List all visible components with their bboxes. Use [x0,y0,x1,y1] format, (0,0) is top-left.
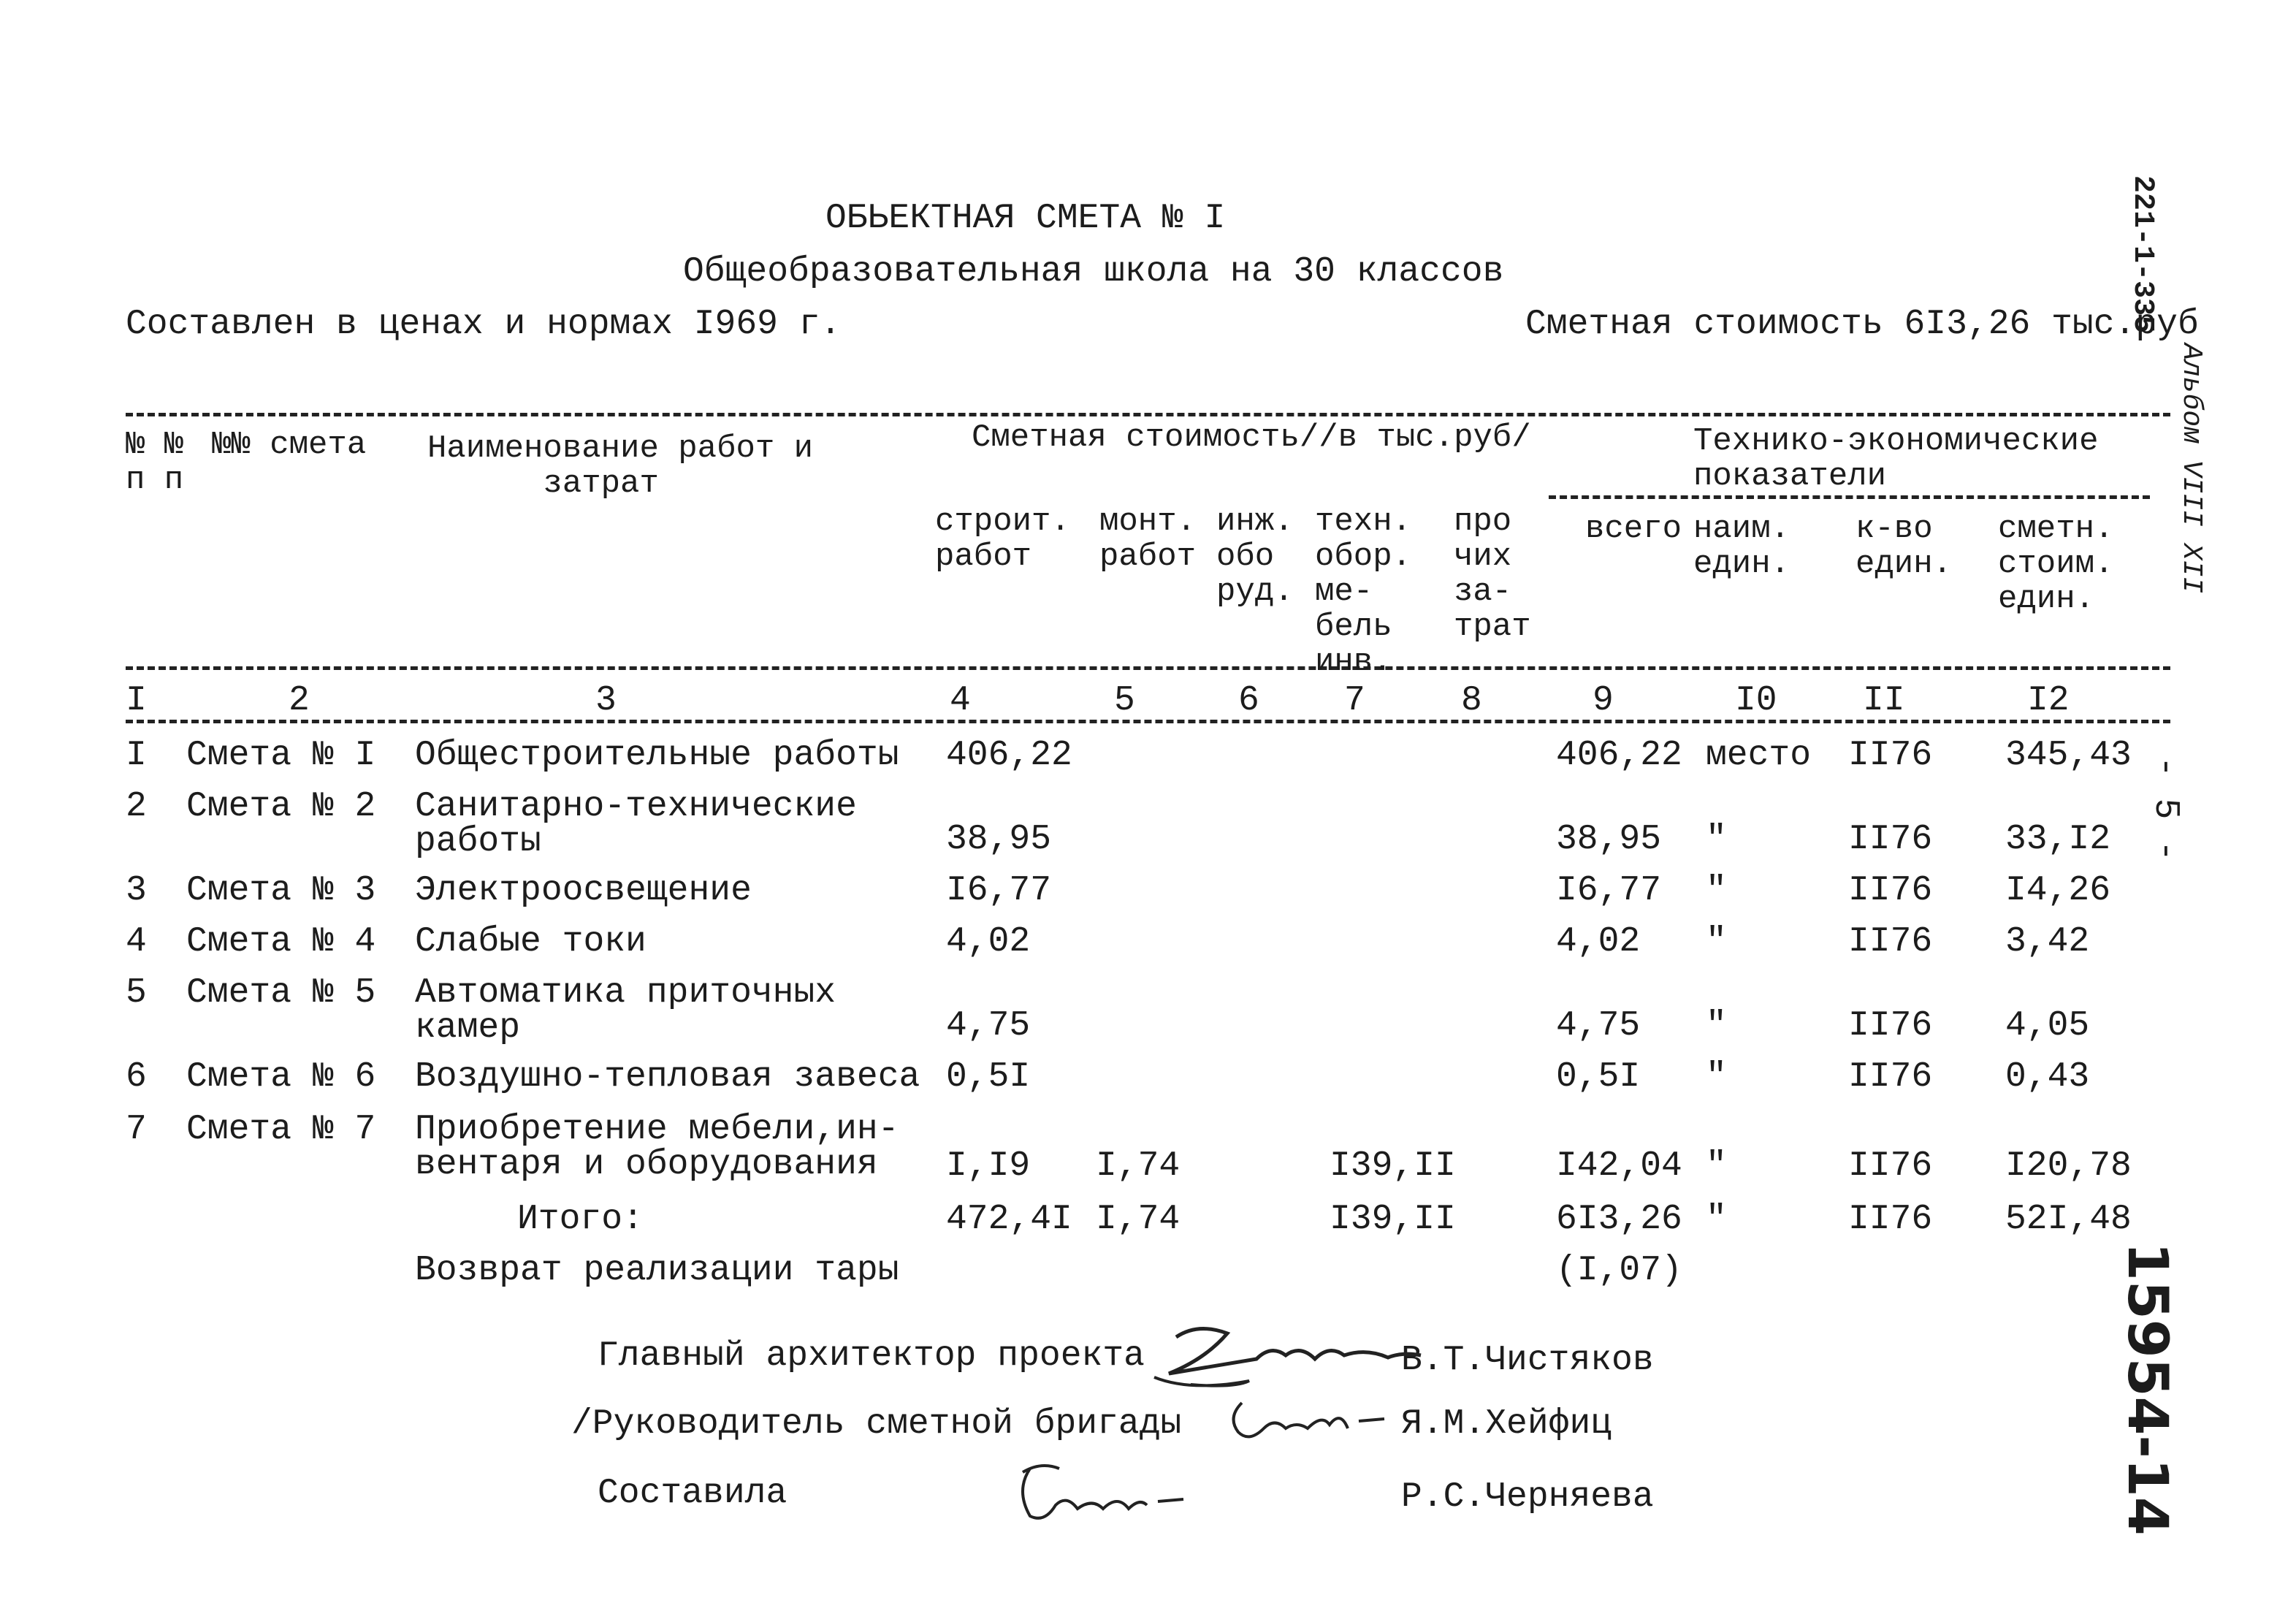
colnum-5: 5 [1114,681,1135,720]
signature-role-architect: Главный архитектор проекта [598,1336,1145,1376]
row-unit-cost: 33,I2 [2005,820,2111,859]
colnum-1: I [126,681,147,720]
signature-role-compiler: Составила [598,1474,787,1513]
row-build: I,I9 [946,1146,1031,1186]
album-handwritten-note: Альбом VIII XII [2175,343,2207,594]
header-cost-group: Сметная стоимость//в тыс.руб/ [972,419,1531,456]
signature-scribble-brigade-head [1220,1388,1388,1454]
row-build: 406,22 [946,736,1072,775]
row-unit: " [1706,820,1727,859]
row-name: Санитарно-технические работы [415,787,857,861]
row-name: Общестроительные работы [415,736,899,775]
row-qty: II76 [1848,871,1933,910]
row-estimate: Смета № I [186,736,376,775]
signature-name-brigade-head: Я.М.Хейфиц [1401,1404,1612,1444]
row-estimate: Смета № 5 [186,973,376,1013]
signature-name-architect: В.Т.Чистяков [1401,1341,1654,1380]
row-mount: I,74 [1096,1146,1181,1186]
header-estimate: №№ смета [212,427,367,463]
header-tep-group: Технико-экономические показатели [1693,423,2099,495]
table-top-rule [126,413,2170,416]
header-other: про чих за- трат [1454,503,1531,645]
colnum-7: 7 [1344,681,1365,720]
colnum-2: 2 [289,681,310,720]
header-inner-rule [1549,495,2150,499]
header-num: № № п п [126,427,184,498]
total-mount: I,74 [1096,1200,1181,1239]
total-total: 6I3,26 [1556,1200,1682,1239]
header-unit-count: к-во един. [1856,511,1953,582]
row-total: 4,75 [1556,1006,1641,1046]
row-number: 3 [126,871,147,910]
colnum-12: I2 [2027,681,2070,720]
handwritten-number: 15954-14 [2116,1242,2181,1536]
row-number: 7 [126,1110,147,1149]
row-estimate: Смета № 2 [186,787,376,826]
row-qty: II76 [1848,1146,1933,1186]
colnum-6: 6 [1238,681,1259,720]
row-unit-cost: I4,26 [2005,871,2111,910]
row-name: Слабые токи [415,922,647,962]
prices-note: Составлен в ценах и нормах I969 г. [126,305,842,344]
header-name: Наименование работ и затрат [427,430,814,502]
total-unit-cost: 52I,48 [2005,1200,2132,1239]
header-eng: инж. обо руд. [1216,503,1294,610]
row-estimate: Смета № 4 [186,922,376,962]
row-unit: " [1706,922,1727,962]
page-number: - 5 - [2146,756,2185,862]
row-name: Приобретение мебели,ин- вентаря и оборудования [415,1110,899,1184]
row-number: 4 [126,922,147,962]
row-build: 38,95 [946,820,1052,859]
row-estimate: Смета № 7 [186,1110,376,1149]
row-build: 0,5I [946,1057,1031,1097]
row-build: 4,02 [946,922,1031,962]
header-total: всего [1585,511,1682,547]
header-unit-cost: сметн. стоим. един. [1998,511,2114,617]
row-qty: II76 [1848,922,1933,962]
colnum-9: 9 [1593,681,1614,720]
document-code: 221-1-335 [2126,175,2159,334]
row-unit: " [1706,871,1727,910]
row-number: I [126,736,147,775]
row-total: 406,22 [1556,736,1682,775]
row-total: 0,5I [1556,1057,1641,1097]
return-label: Возврат реализации тары [415,1251,899,1290]
row-qty: II76 [1848,736,1933,775]
row-estimate: Смета № 6 [186,1057,376,1097]
row-number: 5 [126,973,147,1013]
header-bottom-rule [126,666,2170,670]
total-unit: " [1706,1200,1727,1239]
header-build: строит. работ [935,503,1070,575]
row-name: Электроосвещение [415,871,752,910]
total-qty: II76 [1848,1200,1933,1239]
return-total: (I,07) [1556,1251,1682,1290]
row-unit: место [1706,736,1812,775]
document-subtitle: Общеобразовательная школа на 30 классов [683,252,1504,292]
row-number: 6 [126,1057,147,1097]
total-tech: I39,II [1330,1200,1456,1239]
row-total: I6,77 [1556,871,1662,910]
colnum-10: I0 [1735,681,1777,720]
row-unit: " [1706,1057,1727,1097]
header-unit-name: наим. един. [1693,511,1790,582]
colnum-8: 8 [1461,681,1482,720]
row-estimate: Смета № 3 [186,871,376,910]
row-name: Воздушно-тепловая завеса [415,1057,920,1097]
row-total: I42,04 [1556,1146,1682,1186]
document-title: ОБЬЕКТНАЯ СМЕТА № I [825,199,1226,238]
total-cost-note: Сметная стоимость 6I3,26 тыс.руб [1525,305,2199,344]
row-unit-cost: 4,05 [2005,1006,2090,1046]
signature-name-compiler: Р.С.Черняева [1401,1477,1654,1517]
colnum-3: 3 [595,681,617,720]
row-unit-cost: 345,43 [2005,736,2132,775]
row-qty: II76 [1848,1057,1933,1097]
row-unit: " [1706,1146,1727,1186]
total-build: 472,4I [946,1200,1072,1239]
signature-scribble-architect [1147,1315,1424,1396]
total-label: Итого: [517,1200,644,1239]
row-unit-cost: 0,43 [2005,1057,2090,1097]
row-unit: " [1706,1006,1727,1046]
row-total: 38,95 [1556,820,1662,859]
row-tech: I39,II [1330,1146,1456,1186]
row-name: Автоматика приточных камер [415,973,836,1048]
row-unit-cost: 3,42 [2005,922,2090,962]
signature-role-brigade-head: /Руководитель сметной бригады [571,1404,1182,1444]
colnum-4: 4 [950,681,971,720]
row-total: 4,02 [1556,922,1641,962]
signature-scribble-compiler [1001,1454,1191,1534]
row-unit-cost: I20,78 [2005,1146,2132,1186]
row-build: I6,77 [946,871,1052,910]
header-mount: монт. работ [1099,503,1197,575]
colnum-11: II [1863,681,1905,720]
row-number: 2 [126,787,147,826]
header-tech: техн. обор. ме- бель инв. [1315,503,1412,680]
row-build: 4,75 [946,1006,1031,1046]
row-qty: II76 [1848,820,1933,859]
row-qty: II76 [1848,1006,1933,1046]
